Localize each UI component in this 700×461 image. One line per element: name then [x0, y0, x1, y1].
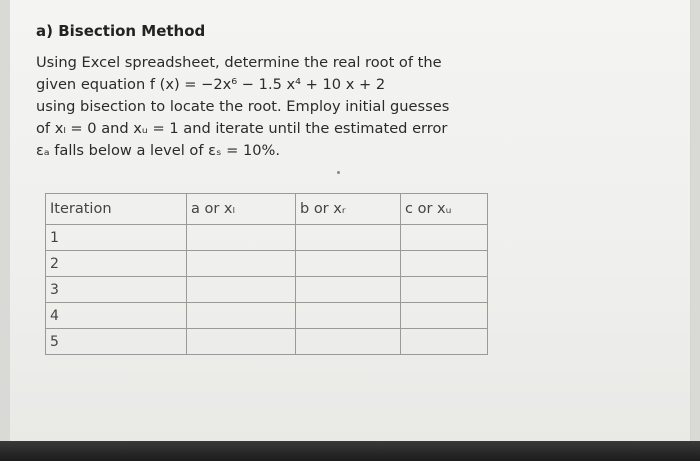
cell-b[interactable] [296, 251, 401, 277]
problem-line-4: of xₗ = 0 and xᵤ = 1 and iterate until the estimated error [36, 120, 448, 137]
problem-line-5: εₐ falls below a level of εₛ = 10%. [36, 142, 281, 159]
cell-c[interactable] [401, 251, 488, 277]
table-row [46, 225, 488, 251]
cell-iteration: 3 [46, 277, 187, 303]
header-b: b or xᵣ [296, 194, 401, 225]
cell-iteration: 5 [46, 329, 187, 355]
cell-a[interactable] [187, 329, 296, 355]
cell-b[interactable] [296, 277, 401, 303]
cell-iteration: 2 [46, 251, 187, 277]
cell-iteration: 4 [46, 303, 187, 329]
table-header-row [46, 194, 488, 225]
cell-b[interactable] [296, 303, 401, 329]
problem-line-1: Using Excel spreadsheet, determine the real root of the [36, 54, 442, 71]
stray-dot [337, 171, 340, 174]
header-c: c or xᵤ [401, 194, 488, 225]
cell-a[interactable] [187, 251, 296, 277]
cell-c[interactable] [401, 329, 488, 355]
cell-b[interactable] [296, 329, 401, 355]
photo-bottom-edge [0, 441, 700, 461]
cell-c[interactable] [401, 225, 488, 251]
header-iteration: Iteration [46, 194, 187, 225]
bisection-table [45, 193, 488, 355]
header-a: a or xₗ [187, 194, 296, 225]
cell-iteration: 1 [46, 225, 187, 251]
cell-a[interactable] [187, 303, 296, 329]
problem-text [36, 52, 476, 162]
problem-statement [36, 22, 476, 162]
table-row [46, 251, 488, 277]
cell-b[interactable] [296, 225, 401, 251]
cell-a[interactable] [187, 225, 296, 251]
cell-c[interactable] [401, 277, 488, 303]
cell-c[interactable] [401, 303, 488, 329]
table-row [46, 277, 488, 303]
table-row [46, 303, 488, 329]
cell-a[interactable] [187, 277, 296, 303]
section-heading: a) Bisection Method [36, 22, 206, 40]
problem-line-3: using bisection to locate the root. Employ initial guesses [36, 98, 450, 115]
table-row [46, 329, 488, 355]
problem-line-2: given equation f (x) = −2x⁶ − 1.5 x⁴ + 10 x + 2 [36, 76, 386, 93]
